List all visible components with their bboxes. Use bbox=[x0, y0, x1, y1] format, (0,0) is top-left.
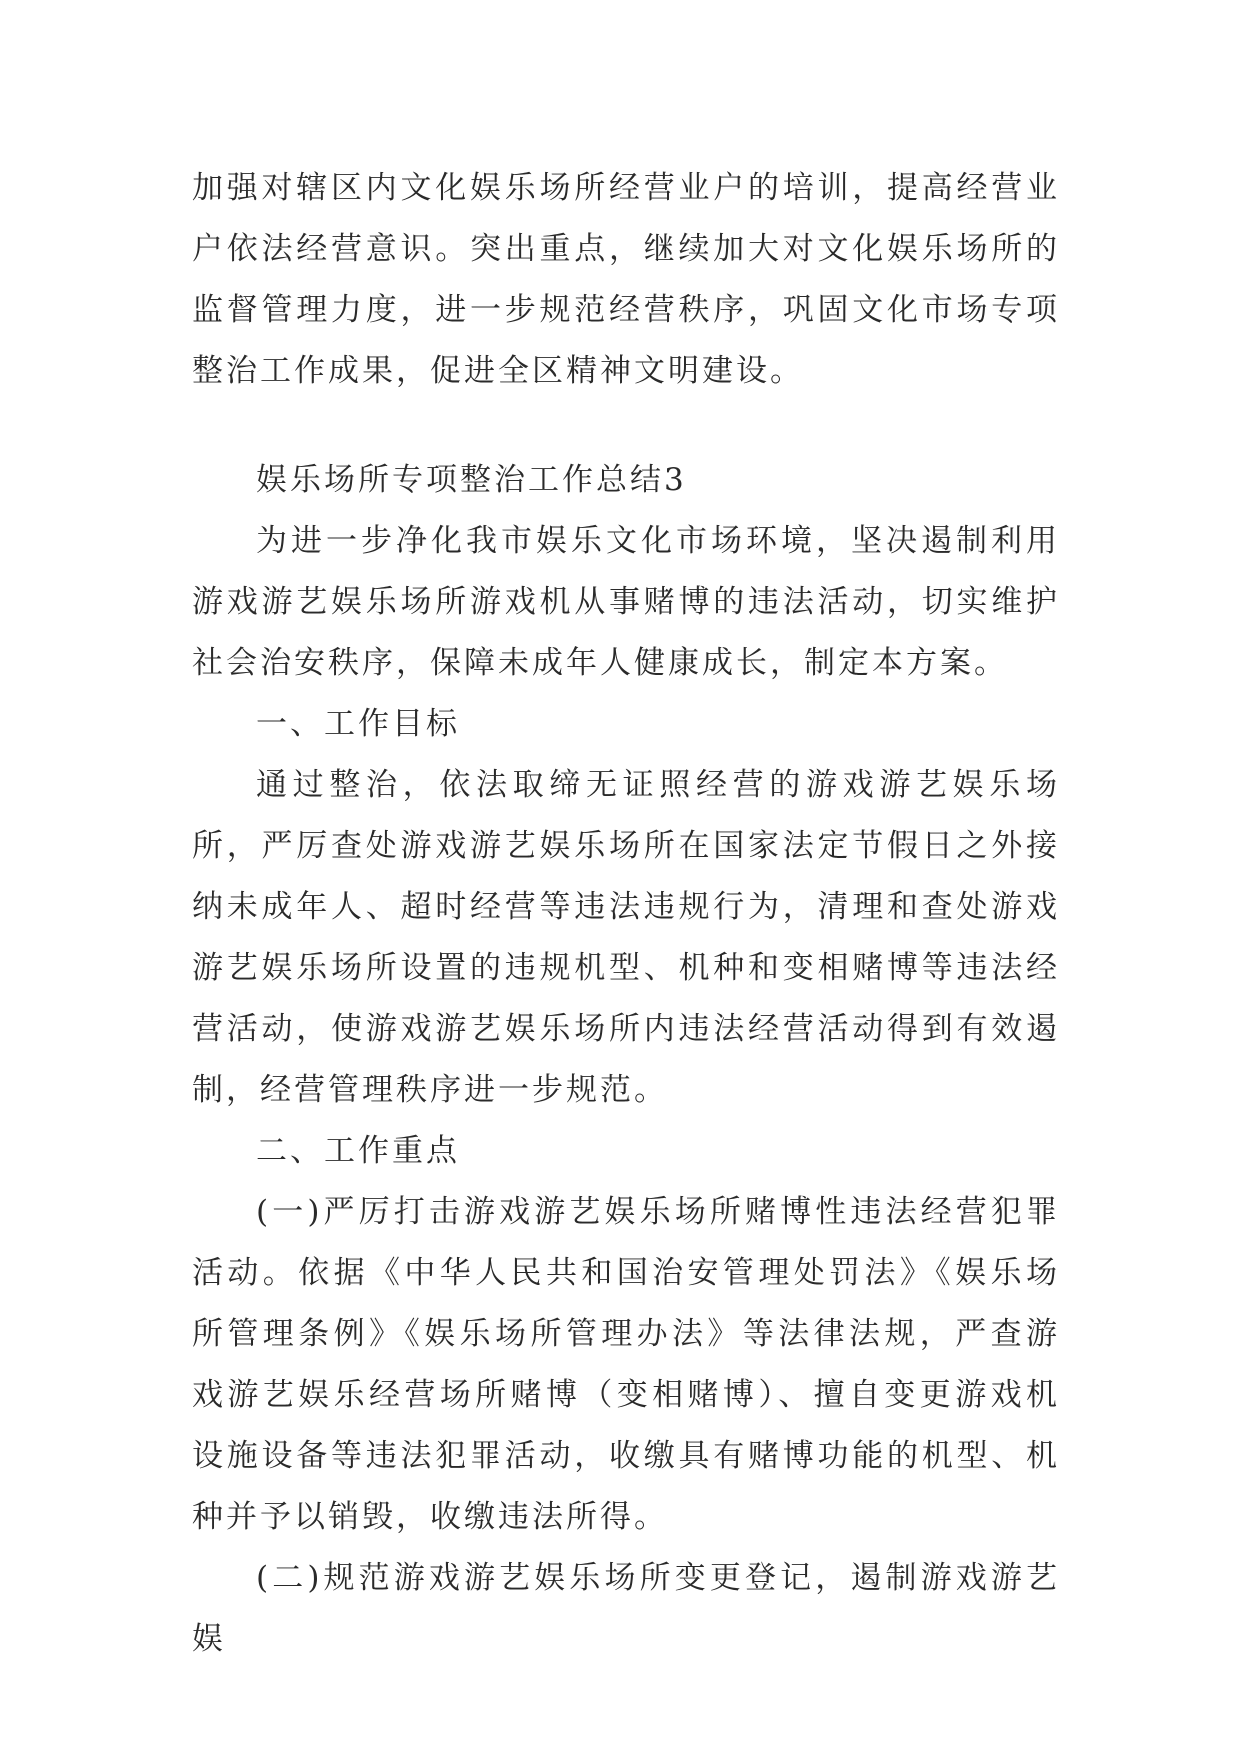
section-title: 娱乐场所专项整治工作总结3 bbox=[256, 462, 687, 498]
focus-paragraph-2: (二)规范游戏游艺娱乐场所变更登记，遏制游戏游艺娱 bbox=[192, 1560, 1060, 1657]
previous-section-text bbox=[192, 158, 1060, 402]
section-3-body bbox=[192, 450, 1060, 1670]
focus-paragraph-1: (一)严厉打击游戏游艺娱乐场所赌博性违法经营犯罪活动。依据《中华人民共和国治安管理处罚法》《娱乐场所管理条例》《娱乐场所管理办法》等法律法规，严查游戏游艺娱乐经营场所赌博（变相赌博）、擅自变更游戏机设施设备等违法犯罪活动，收缴具有赌博功能的机型、机种并予以销毁，收缴违法所得。 bbox=[192, 1194, 1060, 1535]
previous-section-paragraph: 加强对辖区内文化娱乐场所经营业户的培训，提高经营业户依法经营意识。突出重点，继续加大对文化娱乐场所的监督管理力度，进一步规范经营秩序，巩固文化市场专项整治工作成果，促进全区精神文明建设。 bbox=[192, 170, 1060, 389]
intro-paragraph: 为进一步净化我市娱乐文化市场环境，坚决遏制利用游戏游艺娱乐场所游戏机从事赌博的违法活动，切实维护社会治安秩序，保障未成年人健康成长，制定本方案。 bbox=[192, 523, 1060, 681]
heading-work-goal: 一、工作目标 bbox=[256, 706, 460, 742]
goal-paragraph: 通过整治，依法取缔无证照经营的游戏游艺娱乐场所，严厉查处游戏游艺娱乐场所在国家法定节假日之外接纳未成年人、超时经营等违法违规行为，清理和查处游戏游艺娱乐场所设置的违规机型、机种和变相赌博等违法经营活动，使游戏游艺娱乐场所内违法经营活动得到有效遏制，经营管理秩序进一步规范。 bbox=[192, 767, 1060, 1108]
heading-work-focus: 二、工作重点 bbox=[256, 1133, 460, 1169]
